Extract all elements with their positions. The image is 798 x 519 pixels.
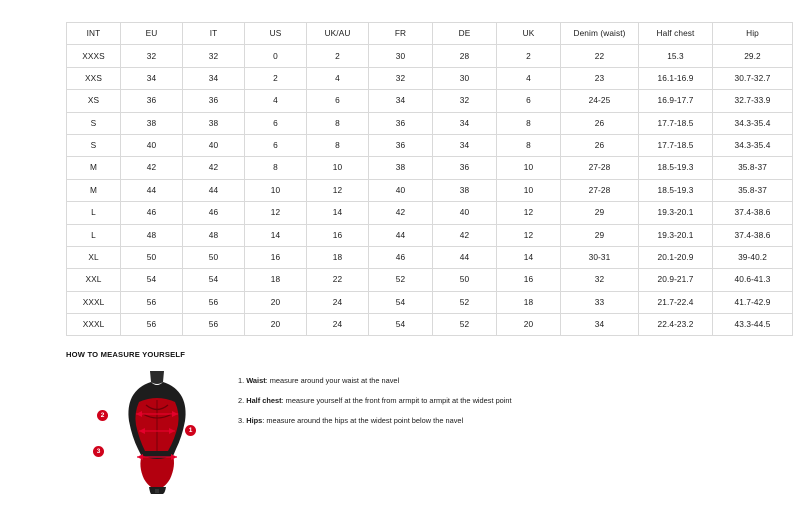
cell-uk: 10 bbox=[497, 157, 561, 179]
cell-hip: 35.8-37 bbox=[713, 157, 793, 179]
cell-denim-waist: 23 bbox=[561, 67, 639, 89]
cell-us: 18 bbox=[245, 269, 307, 291]
mannequin-illustration-icon bbox=[106, 369, 216, 494]
column-header-int: INT bbox=[67, 23, 121, 45]
cell-half-chest: 21.7-22.4 bbox=[639, 291, 713, 313]
cell-half-chest: 22.4-23.2 bbox=[639, 314, 713, 336]
cell-denim-waist: 32 bbox=[561, 269, 639, 291]
cell-half-chest: 19.3-20.1 bbox=[639, 224, 713, 246]
column-header-fr: FR bbox=[369, 23, 433, 45]
cell-int: XXXS bbox=[67, 45, 121, 67]
cell-hip: 41.7-42.9 bbox=[713, 291, 793, 313]
cell-hip: 37.4-38.6 bbox=[713, 202, 793, 224]
cell-uk: 20 bbox=[497, 314, 561, 336]
cell-de: 34 bbox=[433, 112, 497, 134]
cell-it: 36 bbox=[183, 90, 245, 112]
cell-hip: 34.3-35.4 bbox=[713, 112, 793, 134]
measure-badge-2: 2 bbox=[97, 410, 108, 421]
cell-fr: 32 bbox=[369, 67, 433, 89]
table-row bbox=[67, 112, 793, 134]
cell-us: 20 bbox=[245, 291, 307, 313]
cell-eu: 46 bbox=[121, 202, 183, 224]
table-row bbox=[67, 202, 793, 224]
cell-uk: 10 bbox=[497, 179, 561, 201]
cell-us: 2 bbox=[245, 67, 307, 89]
cell-uk: 12 bbox=[497, 202, 561, 224]
column-header-de: DE bbox=[433, 23, 497, 45]
table-header-row bbox=[67, 23, 793, 45]
cell-de: 40 bbox=[433, 202, 497, 224]
cell-int: L bbox=[67, 224, 121, 246]
cell-int: XL bbox=[67, 246, 121, 268]
cell-uk-au: 18 bbox=[307, 246, 369, 268]
instruction-text-half-chest: : measure yourself at the front from armpit to armpit at the widest point bbox=[281, 395, 512, 405]
how-to-measure-body bbox=[66, 367, 732, 494]
cell-uk: 8 bbox=[497, 134, 561, 156]
cell-eu: 44 bbox=[121, 179, 183, 201]
column-header-it: IT bbox=[183, 23, 245, 45]
cell-int: XXXL bbox=[67, 291, 121, 313]
table-row bbox=[67, 269, 793, 291]
cell-de: 50 bbox=[433, 269, 497, 291]
cell-uk-au: 22 bbox=[307, 269, 369, 291]
cell-it: 34 bbox=[183, 67, 245, 89]
table-row bbox=[67, 314, 793, 336]
table-row bbox=[67, 291, 793, 313]
cell-half-chest: 17.7-18.5 bbox=[639, 112, 713, 134]
cell-fr: 42 bbox=[369, 202, 433, 224]
size-chart-body bbox=[67, 45, 793, 336]
instruction-number-3: 3. bbox=[238, 415, 245, 425]
cell-eu: 42 bbox=[121, 157, 183, 179]
cell-half-chest: 16.9-17.7 bbox=[639, 90, 713, 112]
measure-badge-3: 3 bbox=[93, 446, 104, 457]
column-header-us: US bbox=[245, 23, 307, 45]
cell-int: S bbox=[67, 112, 121, 134]
cell-it: 32 bbox=[183, 45, 245, 67]
cell-it: 44 bbox=[183, 179, 245, 201]
cell-int: XXXL bbox=[67, 314, 121, 336]
cell-uk: 6 bbox=[497, 90, 561, 112]
cell-fr: 38 bbox=[369, 157, 433, 179]
cell-de: 30 bbox=[433, 67, 497, 89]
cell-fr: 36 bbox=[369, 134, 433, 156]
cell-fr: 30 bbox=[369, 45, 433, 67]
cell-de: 42 bbox=[433, 224, 497, 246]
mannequin-figure bbox=[96, 369, 216, 494]
cell-de: 36 bbox=[433, 157, 497, 179]
cell-half-chest: 15.3 bbox=[639, 45, 713, 67]
cell-uk-au: 8 bbox=[307, 112, 369, 134]
cell-int: S bbox=[67, 134, 121, 156]
column-header-hip: Hip bbox=[713, 23, 793, 45]
measure-instructions bbox=[238, 377, 512, 437]
cell-uk-au: 8 bbox=[307, 134, 369, 156]
cell-eu: 38 bbox=[121, 112, 183, 134]
cell-us: 10 bbox=[245, 179, 307, 201]
cell-denim-waist: 30-31 bbox=[561, 246, 639, 268]
cell-hip: 37.4-38.6 bbox=[713, 224, 793, 246]
cell-uk-au: 6 bbox=[307, 90, 369, 112]
cell-eu: 48 bbox=[121, 224, 183, 246]
cell-fr: 36 bbox=[369, 112, 433, 134]
cell-uk-au: 24 bbox=[307, 291, 369, 313]
measure-instruction-waist bbox=[238, 377, 512, 386]
cell-de: 34 bbox=[433, 134, 497, 156]
cell-uk-au: 10 bbox=[307, 157, 369, 179]
cell-int: M bbox=[67, 157, 121, 179]
instruction-term-hips: Hips bbox=[246, 415, 263, 425]
cell-eu: 40 bbox=[121, 134, 183, 156]
measure-instruction-hips bbox=[238, 417, 512, 426]
column-header-uk-au: UK/AU bbox=[307, 23, 369, 45]
cell-eu: 36 bbox=[121, 90, 183, 112]
cell-int: XXL bbox=[67, 269, 121, 291]
table-row bbox=[67, 179, 793, 201]
cell-it: 56 bbox=[183, 314, 245, 336]
size-chart-container bbox=[66, 22, 771, 336]
cell-us: 6 bbox=[245, 134, 307, 156]
how-to-measure-section bbox=[66, 350, 732, 494]
cell-de: 52 bbox=[433, 314, 497, 336]
cell-uk: 18 bbox=[497, 291, 561, 313]
cell-hip: 40.6-41.3 bbox=[713, 269, 793, 291]
instruction-text-waist: : measure around your waist at the navel bbox=[265, 376, 400, 385]
cell-uk: 4 bbox=[497, 67, 561, 89]
column-header-half-chest: Half chest bbox=[639, 23, 713, 45]
cell-hip: 32.7-33.9 bbox=[713, 90, 793, 112]
instruction-term-half-chest: Half chest bbox=[246, 395, 282, 405]
cell-denim-waist: 27-28 bbox=[561, 179, 639, 201]
cell-uk-au: 2 bbox=[307, 45, 369, 67]
cell-half-chest: 17.7-18.5 bbox=[639, 134, 713, 156]
cell-us: 12 bbox=[245, 202, 307, 224]
instruction-number-1: 1. bbox=[238, 376, 245, 385]
cell-half-chest: 20.1-20.9 bbox=[639, 246, 713, 268]
cell-int: L bbox=[67, 202, 121, 224]
cell-denim-waist: 24-25 bbox=[561, 90, 639, 112]
cell-hip: 35.8-37 bbox=[713, 179, 793, 201]
cell-it: 46 bbox=[183, 202, 245, 224]
cell-it: 42 bbox=[183, 157, 245, 179]
cell-uk-au: 24 bbox=[307, 314, 369, 336]
cell-uk-au: 12 bbox=[307, 179, 369, 201]
cell-de: 32 bbox=[433, 90, 497, 112]
instruction-number-2: 2. bbox=[238, 395, 245, 405]
cell-it: 56 bbox=[183, 291, 245, 313]
column-header-uk: UK bbox=[497, 23, 561, 45]
cell-fr: 52 bbox=[369, 269, 433, 291]
cell-it: 38 bbox=[183, 112, 245, 134]
column-header-denim-waist: Denim (waist) bbox=[561, 23, 639, 45]
cell-fr: 44 bbox=[369, 224, 433, 246]
cell-uk: 2 bbox=[497, 45, 561, 67]
cell-us: 14 bbox=[245, 224, 307, 246]
column-header-eu: EU bbox=[121, 23, 183, 45]
cell-us: 6 bbox=[245, 112, 307, 134]
cell-de: 38 bbox=[433, 179, 497, 201]
cell-denim-waist: 29 bbox=[561, 202, 639, 224]
cell-half-chest: 18.5-19.3 bbox=[639, 157, 713, 179]
cell-denim-waist: 26 bbox=[561, 112, 639, 134]
measure-instruction-half-chest bbox=[238, 397, 512, 406]
cell-fr: 40 bbox=[369, 179, 433, 201]
table-row bbox=[67, 45, 793, 67]
table-row bbox=[67, 157, 793, 179]
cell-de: 52 bbox=[433, 291, 497, 313]
cell-uk-au: 4 bbox=[307, 67, 369, 89]
cell-fr: 46 bbox=[369, 246, 433, 268]
table-row bbox=[67, 224, 793, 246]
cell-eu: 56 bbox=[121, 291, 183, 313]
cell-uk: 12 bbox=[497, 224, 561, 246]
cell-denim-waist: 27-28 bbox=[561, 157, 639, 179]
cell-half-chest: 19.3-20.1 bbox=[639, 202, 713, 224]
cell-uk: 16 bbox=[497, 269, 561, 291]
table-row bbox=[67, 67, 793, 89]
cell-us: 16 bbox=[245, 246, 307, 268]
cell-it: 48 bbox=[183, 224, 245, 246]
cell-denim-waist: 22 bbox=[561, 45, 639, 67]
cell-us: 20 bbox=[245, 314, 307, 336]
cell-eu: 32 bbox=[121, 45, 183, 67]
cell-uk: 8 bbox=[497, 112, 561, 134]
table-row bbox=[67, 246, 793, 268]
cell-int: M bbox=[67, 179, 121, 201]
cell-uk-au: 14 bbox=[307, 202, 369, 224]
cell-hip: 30.7-32.7 bbox=[713, 67, 793, 89]
cell-denim-waist: 34 bbox=[561, 314, 639, 336]
cell-int: XXS bbox=[67, 67, 121, 89]
cell-fr: 54 bbox=[369, 314, 433, 336]
cell-eu: 56 bbox=[121, 314, 183, 336]
cell-us: 0 bbox=[245, 45, 307, 67]
cell-hip: 34.3-35.4 bbox=[713, 134, 793, 156]
cell-eu: 34 bbox=[121, 67, 183, 89]
cell-half-chest: 20.9-21.7 bbox=[639, 269, 713, 291]
cell-eu: 50 bbox=[121, 246, 183, 268]
cell-hip: 39-40.2 bbox=[713, 246, 793, 268]
cell-hip: 43.3-44.5 bbox=[713, 314, 793, 336]
cell-de: 28 bbox=[433, 45, 497, 67]
size-chart-table bbox=[66, 22, 793, 336]
cell-fr: 54 bbox=[369, 291, 433, 313]
cell-half-chest: 18.5-19.3 bbox=[639, 179, 713, 201]
cell-denim-waist: 29 bbox=[561, 224, 639, 246]
instruction-term-waist: Waist bbox=[246, 376, 266, 385]
cell-us: 4 bbox=[245, 90, 307, 112]
cell-fr: 34 bbox=[369, 90, 433, 112]
cell-denim-waist: 33 bbox=[561, 291, 639, 313]
cell-it: 40 bbox=[183, 134, 245, 156]
cell-eu: 54 bbox=[121, 269, 183, 291]
instruction-text-hips: : measure around the hips at the widest point below the navel bbox=[262, 415, 464, 425]
measure-badge-1: 1 bbox=[185, 425, 196, 436]
cell-it: 54 bbox=[183, 269, 245, 291]
cell-uk-au: 16 bbox=[307, 224, 369, 246]
cell-de: 44 bbox=[433, 246, 497, 268]
cell-int: XS bbox=[67, 90, 121, 112]
how-to-measure-title: HOW TO MEASURE YOURSELF bbox=[66, 350, 186, 359]
cell-denim-waist: 26 bbox=[561, 134, 639, 156]
cell-us: 8 bbox=[245, 157, 307, 179]
table-row bbox=[67, 134, 793, 156]
table-row bbox=[67, 90, 793, 112]
cell-half-chest: 16.1-16.9 bbox=[639, 67, 713, 89]
cell-hip: 29.2 bbox=[713, 45, 793, 67]
size-chart-header bbox=[67, 23, 793, 45]
cell-it: 50 bbox=[183, 246, 245, 268]
cell-uk: 14 bbox=[497, 246, 561, 268]
